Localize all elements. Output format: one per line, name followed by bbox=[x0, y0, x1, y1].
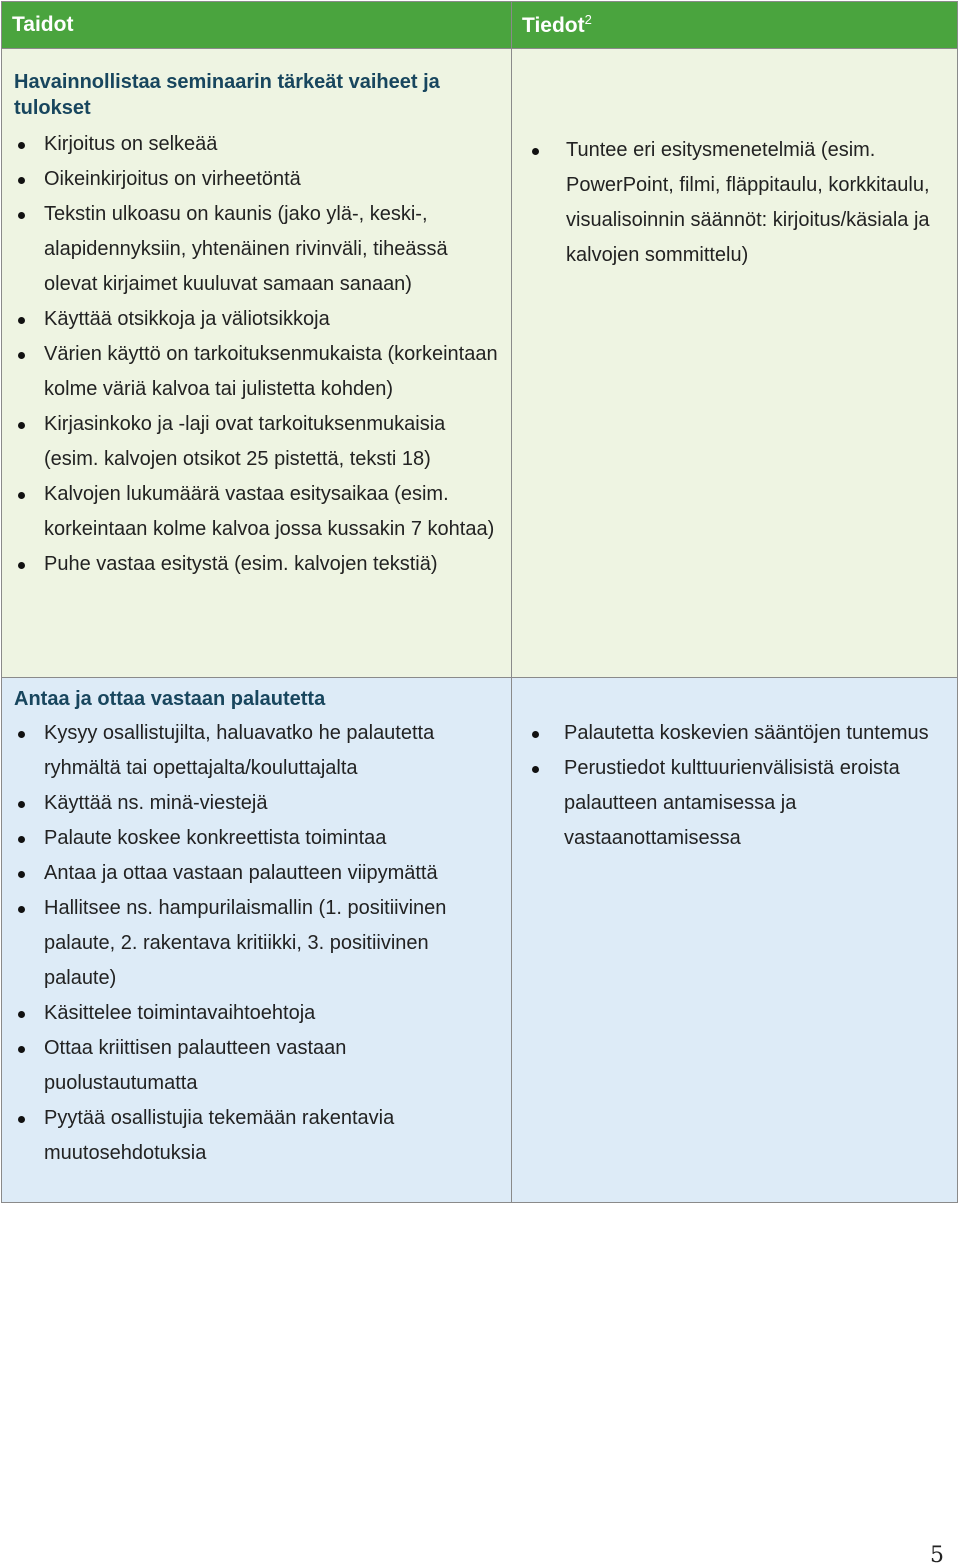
section1-knowledge-cell bbox=[512, 49, 958, 678]
list-item: Ottaa kriittisen palautteen vastaan puolustautumatta bbox=[14, 1031, 501, 1101]
table-row bbox=[2, 678, 958, 1203]
list-item: Kirjoitus on selkeää bbox=[14, 127, 501, 162]
list-item: Hallitsee ns. hampurilaismallin (1. positiivinen palaute, 2. rakentava kritiikki, 3. positiivinen palaute) bbox=[14, 891, 501, 996]
section1-skills-list bbox=[14, 127, 501, 582]
section2-title: Antaa ja ottaa vastaan palautetta bbox=[14, 688, 326, 710]
list-item: Käyttää ns. minä-viestejä bbox=[14, 786, 501, 821]
table-row bbox=[2, 49, 958, 678]
skills-knowledge-table bbox=[1, 1, 958, 1203]
list-item: Tekstin ulkoasu on kaunis (jako ylä-, keski-, alapidennyksiin, yhtenäinen rivinväli, tiheässä olevat kirjaimet kuuluvat samaan sanaan) bbox=[14, 197, 501, 302]
table-header-row bbox=[2, 2, 958, 49]
section2-knowledge-cell bbox=[512, 678, 958, 1203]
list-item: Käsittelee toimintavaihtoehtoja bbox=[14, 996, 501, 1031]
section2-skills-list bbox=[14, 716, 501, 1171]
footnote-marker: 2 bbox=[584, 12, 592, 27]
section1-knowledge-list bbox=[528, 133, 947, 273]
list-item: Palautetta koskevien sääntöjen tuntemus bbox=[528, 716, 947, 751]
list-item: Käyttää otsikkoja ja väliotsikkoja bbox=[14, 302, 501, 337]
header-taidot: Taidot bbox=[2, 2, 512, 49]
section2-knowledge-list bbox=[528, 716, 947, 856]
list-item: Antaa ja ottaa vastaan palautteen viipymättä bbox=[14, 856, 501, 891]
header-tiedot: Tiedot$^2$ bbox=[512, 2, 958, 49]
list-item: Tuntee eri esitysmenetelmiä (esim. PowerPoint, filmi, fläppitaulu, korkkitaulu, visualisoinnin säännöt: kirjoitus/käsiala ja kalvojen sommittelu) bbox=[528, 133, 947, 273]
list-item: Puhe vastaa esitystä (esim. kalvojen tekstiä) bbox=[14, 547, 501, 582]
list-item: Kirjasinkoko ja -laji ovat tarkoituksenmukaisia (esim. kalvojen otsikot 25 pistettä, teksti 18) bbox=[14, 407, 501, 477]
section2-skills-cell bbox=[2, 678, 512, 1203]
list-item: Perustiedot kulttuurienvälisistä eroista palautteen antamisessa ja vastaanottamisessa bbox=[528, 751, 947, 856]
list-item: Kysyy osallistujilta, haluavatko he palautetta ryhmältä tai opettajalta/kouluttajalta bbox=[14, 716, 501, 786]
page-number: 5 bbox=[930, 1543, 944, 1568]
list-item: Värien käyttö on tarkoituksenmukaista (korkeintaan kolme väriä kalvoa tai julistetta kohden) bbox=[14, 337, 501, 407]
section1-skills-cell bbox=[2, 49, 512, 678]
section1-title: Havainnollistaa seminaarin tärkeät vaiheet ja tulokset bbox=[14, 71, 440, 119]
list-item: Palaute koskee konkreettista toimintaa bbox=[14, 821, 501, 856]
list-item: Kalvojen lukumäärä vastaa esitysaikaa (esim. korkeintaan kolme kalvoa jossa kussakin 7 kohtaa) bbox=[14, 477, 501, 547]
list-item: Pyytää osallistujia tekemään rakentavia muutosehdotuksia bbox=[14, 1101, 501, 1171]
list-item: Oikeinkirjoitus on virheetöntä bbox=[14, 162, 501, 197]
